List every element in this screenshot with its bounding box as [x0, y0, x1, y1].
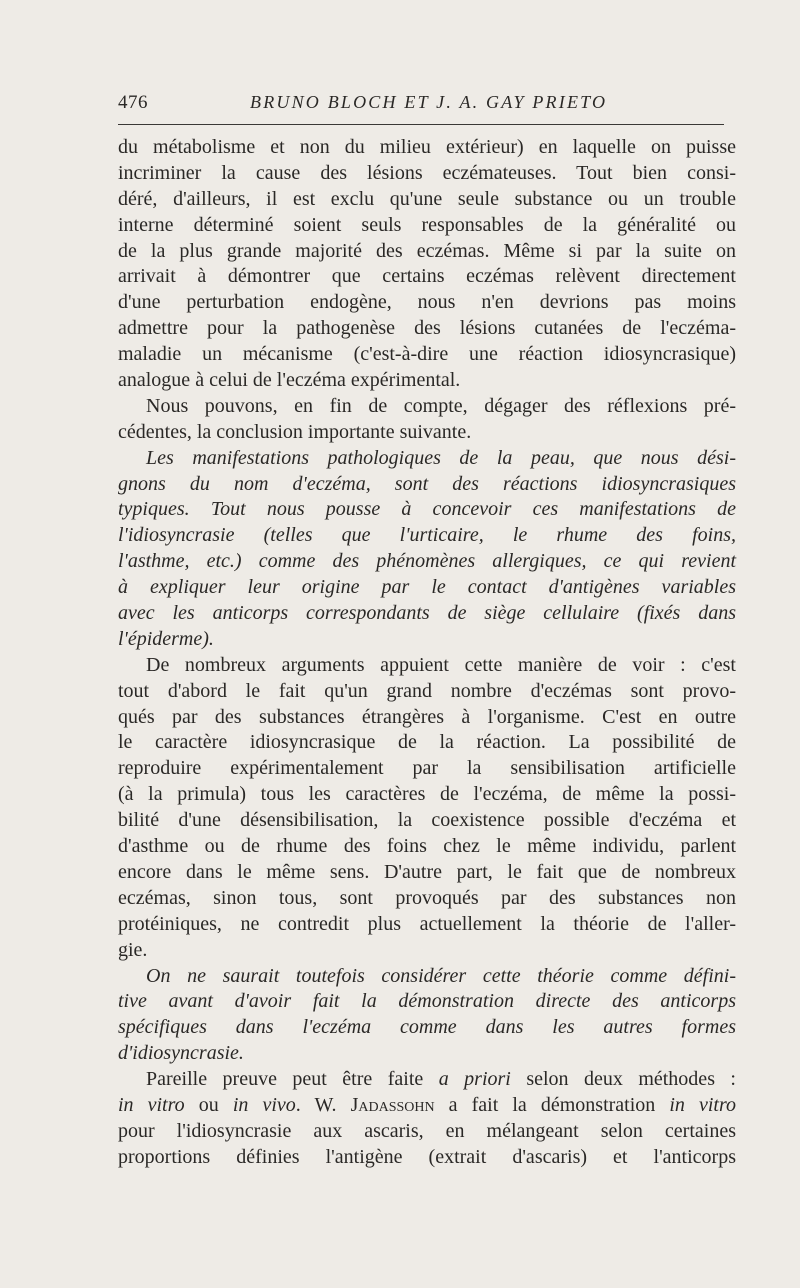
text-line: le caractère idiosyncrasique de la réaction. La possibilité de [118, 731, 736, 754]
text-line: Nous pouvons, en fin de compte, dégager des réflexions pré- [146, 394, 736, 417]
text-line: incriminer la cause des lésions eczémateuses. Tout bien consi- [118, 161, 736, 184]
text-line: spécifiques dans l'eczéma comme dans les autres formes [118, 1016, 736, 1039]
text-line: protéiniques, ne contredit plus actuellement la théorie de l'aller- [118, 912, 736, 935]
text-line: déré, d'ailleurs, il est exclu qu'une seule substance ou un trouble [118, 187, 736, 210]
text-line: tive avant d'avoir fait la démonstration directe des anticorps [118, 990, 736, 1013]
text-line: tout d'abord le fait qu'un grand nombre d'eczémas sont provo- [118, 679, 736, 702]
text-line: admettre pour la pathogenèse des lésions cutanées de l'eczéma- [118, 317, 736, 340]
text-line: interne déterminé soient seuls responsables de la généralité ou [118, 213, 736, 236]
text-line: d'asthme ou de rhume des foins chez le même individu, parlent [118, 835, 736, 858]
text-line: reproduire expérimentalement par la sensibilisation artificielle [118, 757, 736, 780]
text-line: l'épiderme). [118, 627, 214, 650]
body-text [118, 135, 736, 1171]
text-line: avec les anticorps correspondants de siège cellulaire (fixés dans [118, 602, 736, 625]
text-line: Les manifestations pathologiques de la peau, que nous dési- [146, 446, 736, 469]
text-line: bilité d'une désensibilisation, la coexistence possible d'eczéma et [118, 809, 736, 832]
text-segment: a fait la démonstration [434, 1093, 670, 1116]
text-line: l'idiosyncrasie (telles que l'urticaire, le rhume des foins, [118, 524, 736, 547]
text-line: De nombreux arguments appuient cette manière de voir : c'est [146, 653, 736, 676]
text-line: typiques. Tout nous pousse à concevoir ces manifestations de [118, 498, 736, 521]
text-line [118, 1067, 736, 1093]
text-line: gie. [118, 938, 148, 961]
text-line: d'une perturbation endogène, nous n'en devrions pas moins [118, 291, 736, 314]
author-name: Jadassohn [350, 1093, 435, 1116]
page-number: 476 [118, 92, 148, 113]
text-line: maladie un mécanisme (c'est-à-dire une réaction idiosyncrasique) [118, 343, 736, 366]
text-segment: selon deux méthodes : [510, 1068, 736, 1091]
text-line: gnons du nom d'eczéma, sont des réactions idiosyncrasiques [118, 472, 736, 495]
text-line: arrivait à démontrer que certains eczémas relèvent directement [118, 265, 736, 288]
text-line: cédentes, la conclusion importante suivante. [118, 420, 472, 443]
text-segment: in vivo [232, 1093, 296, 1116]
text-line: (à la primula) tous les caractères de l'eczéma, de même la possi- [118, 783, 736, 806]
text-segment: a priori [438, 1068, 511, 1091]
text-line: eczémas, sinon tous, sont provoqués par des substances non [118, 886, 736, 909]
text-segment: in vitro [669, 1093, 737, 1116]
text-segment: in vitro [118, 1093, 185, 1116]
text-line: à expliquer leur origine par le contact d'antigènes variables [118, 576, 736, 599]
text-line [118, 1093, 736, 1119]
running-header [118, 84, 724, 125]
text-line: qués par des substances étrangères à l'organisme. C'est en outre [118, 705, 736, 728]
text-line: pour l'idiosyncrasie aux ascaris, en mélangeant selon certaines [118, 1119, 736, 1142]
text-segment: ou [184, 1093, 233, 1116]
text-segment: Pareille preuve peut être faite [146, 1068, 439, 1091]
text-line: proportions définies l'antigène (extrait d'ascaris) et l'anticorps [118, 1145, 736, 1168]
running-title: BRUNO BLOCH ET J. A. GAY PRIETO [250, 92, 608, 112]
text-line: de la plus grande majorité des eczémas. Même si par la suite on [118, 239, 736, 262]
text-line: du métabolisme et non du milieu extérieur) en laquelle on puisse [118, 136, 736, 158]
text-line: analogue à celui de l'eczéma expérimental. [118, 369, 461, 392]
text-line: On ne saurait toutefois considérer cette théorie comme défini- [146, 964, 736, 987]
text-line: encore dans le même sens. D'autre part, le fait que de nombreux [118, 860, 736, 883]
text-segment: . W. [295, 1093, 351, 1116]
text-line: l'asthme, etc.) comme des phénomènes allergiques, ce qui revient [118, 550, 736, 573]
text-line: d'idiosyncrasie. [118, 1042, 244, 1065]
